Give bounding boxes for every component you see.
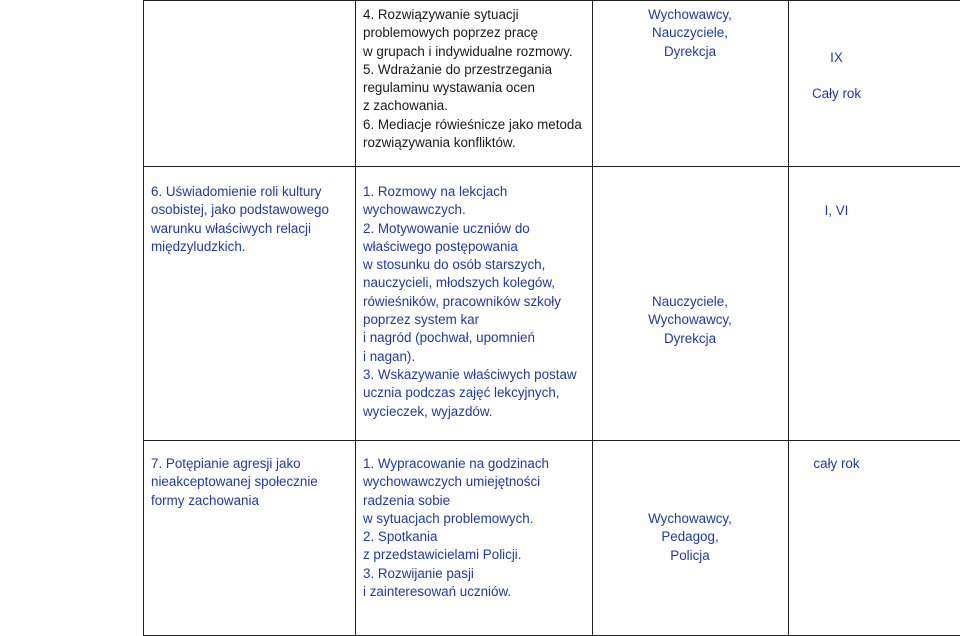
responsible-line: Dyrekcja xyxy=(663,330,717,346)
task-line: 1. Rozmowy na lekcjach xyxy=(363,184,508,199)
responsible-line: Nauczyciele, xyxy=(652,25,728,41)
row-3-term xyxy=(788,455,885,473)
task-line: rozwiązywania konfliktów. xyxy=(363,135,516,151)
goal-line: warunku właściwych relacji xyxy=(151,220,311,236)
goal-line: 7. Potępianie agresji jako xyxy=(151,456,301,471)
term-line: Cały rok xyxy=(811,86,862,101)
term-line: cały rok xyxy=(813,456,860,471)
responsible-line: Nauczyciele, xyxy=(652,294,728,309)
goal-line: nieakceptowanej społecznie xyxy=(151,474,318,490)
responsible-line: Wychowawcy, xyxy=(648,511,732,526)
term-line: I, VI xyxy=(824,203,849,218)
row-3-tasks xyxy=(363,455,588,601)
task-line: ucznia podczas zajęć lekcyjnych, xyxy=(363,385,560,401)
goal-line: formy zachowania xyxy=(151,492,259,508)
task-line: właściwego postępowania xyxy=(363,238,518,254)
task-line: z przedstawicielami Policji. xyxy=(363,547,522,563)
task-line: wychowawczych. xyxy=(363,202,466,218)
row-1-term xyxy=(788,40,885,112)
task-line: z zachowania. xyxy=(363,98,448,114)
task-line: i nagród (pochwał, upomnień xyxy=(363,330,535,346)
task-line: regulaminu wystawania ocen xyxy=(363,80,535,96)
task-line: wycieczek, wyjazdów. xyxy=(363,403,493,419)
row-2-goal xyxy=(151,183,347,256)
task-line: 1. Wypracowanie na godzinach xyxy=(363,456,549,471)
task-line: 4. Rozwiązywanie sytuacji xyxy=(363,7,519,22)
task-line: 3. Rozwijanie pasji xyxy=(363,565,474,581)
task-line: 2. Motywowanie uczniów do xyxy=(363,220,530,236)
task-line: nauczycieli, młodszych kolegów, xyxy=(363,275,556,291)
task-line: 3. Wskazywanie właściwych postaw xyxy=(363,366,577,382)
goal-line: międzyludzkich. xyxy=(151,238,246,254)
row-2-term xyxy=(788,202,885,220)
goal-line: 6. Uświadomienie roli kultury xyxy=(151,184,322,199)
task-line: rówieśników, pracowników szkoły xyxy=(363,293,561,309)
task-line: problemowych poprzez pracę xyxy=(363,25,538,41)
row-3-responsible xyxy=(592,510,788,565)
row-1-tasks xyxy=(363,6,588,152)
responsible-line: Policja xyxy=(670,547,710,563)
responsible-line: Dyrekcja xyxy=(663,43,717,59)
goal-line: osobistej, jako podstawowego xyxy=(151,202,329,218)
task-line: i nagan). xyxy=(363,348,416,364)
column-divider xyxy=(355,0,356,636)
row-divider xyxy=(143,166,960,167)
task-line: poprzez system kar xyxy=(363,312,480,328)
task-line: 6. Mediacje rówieśnicze jako metoda xyxy=(363,116,582,132)
task-line: w sytuacjach problemowych. xyxy=(363,510,534,526)
row-divider xyxy=(143,440,960,441)
row-2-responsible xyxy=(592,293,788,348)
row-divider xyxy=(143,0,960,1)
task-line: radzenia sobie xyxy=(363,492,451,508)
task-line: 5. Wdrażanie do przestrzegania xyxy=(363,61,553,77)
row-1-responsible xyxy=(592,6,788,61)
task-line: i zainteresowań uczniów. xyxy=(363,584,512,600)
row-3-goal xyxy=(151,455,347,510)
row-2-tasks xyxy=(363,183,588,421)
responsible-line: Wychowawcy, xyxy=(648,312,732,328)
task-line: w grupach i indywidualne rozmowy. xyxy=(363,43,573,59)
task-line: w stosunku do osób starszych, xyxy=(363,257,546,273)
task-line: wychowawczych umiejętności xyxy=(363,474,541,490)
task-line: 2. Spotkania xyxy=(363,529,438,545)
column-divider xyxy=(143,0,144,636)
responsible-line: Wychowawcy, xyxy=(648,7,732,22)
responsible-line: Pedagog, xyxy=(661,529,719,545)
term-line: IX xyxy=(830,50,843,65)
